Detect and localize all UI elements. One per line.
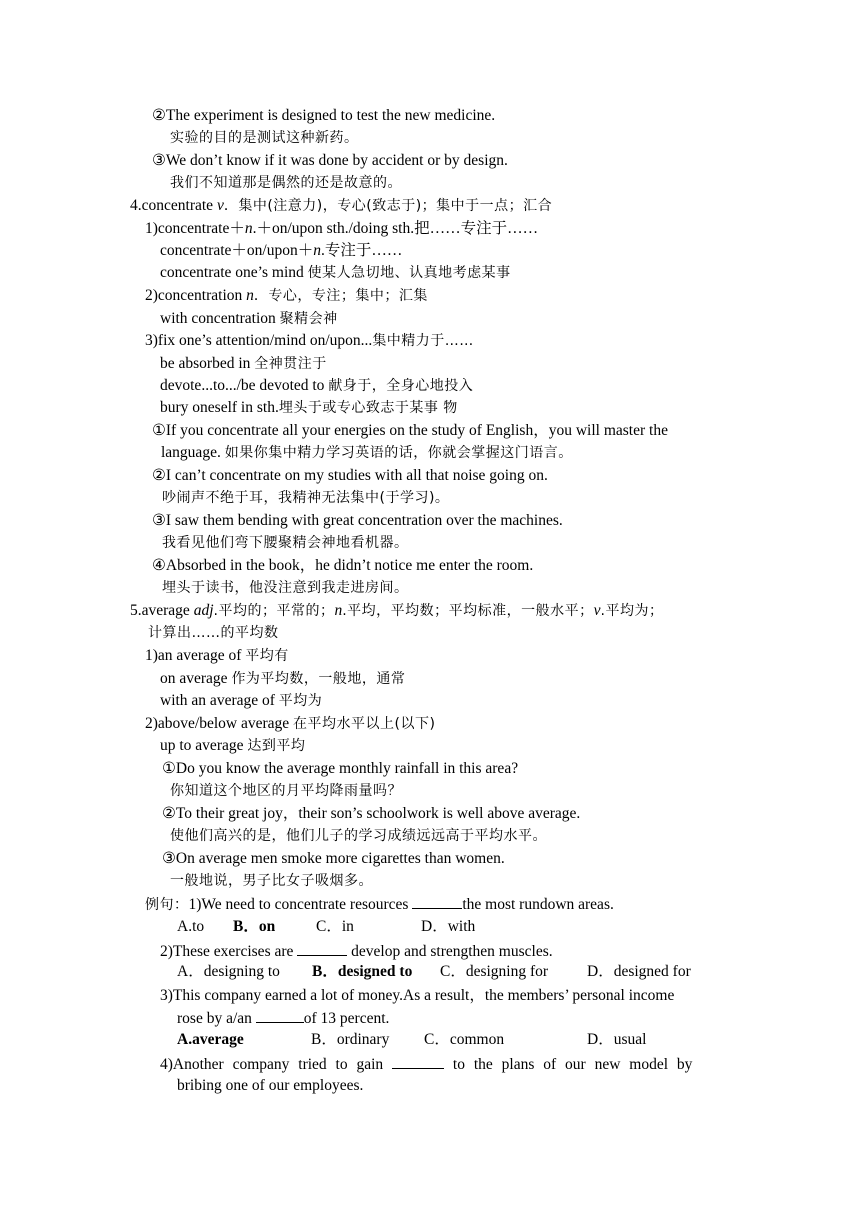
example-sentence: ③On average men smoke more cigarettes than women.	[162, 850, 505, 867]
usage-line	[145, 714, 435, 734]
option-b-answer: B．designed to	[312, 963, 413, 980]
translation: 你知道这个地区的月平均降雨量吗？	[170, 783, 402, 799]
question-text: the most rundown areas.	[462, 896, 614, 913]
usage-text: concentrate＋on/upon＋	[160, 242, 314, 259]
exercise-question-1	[145, 894, 614, 915]
example-sentence: ②The experiment is designed to test the new medicine.	[152, 107, 496, 124]
example-sentence: ②To their great joy，their son’s schoolwork is well above average.	[162, 805, 581, 822]
definition: .平均的；平常的；	[213, 603, 335, 619]
usage-text: .专注于……	[320, 242, 403, 259]
usage-line	[145, 219, 538, 239]
question-text: 2)These exercises are	[160, 943, 298, 960]
question-text: rose by a/an	[177, 1010, 256, 1027]
entry-heading-average	[130, 601, 664, 621]
usage-text: up to average	[160, 737, 248, 754]
usage-text: devote...to.../be devoted to	[160, 377, 329, 394]
pos: v	[593, 602, 601, 619]
pos: n	[244, 220, 253, 237]
usage-text: bury oneself in sth.	[160, 399, 279, 416]
pos: n	[313, 242, 321, 259]
definition-continued: 计算出……的平均数	[148, 625, 279, 641]
usage-line	[160, 691, 322, 711]
entry-heading-concentrate	[130, 196, 552, 216]
usage-text: 3)fix one’s attention/mind on/upon...	[145, 332, 373, 349]
pos: adj	[193, 602, 214, 619]
translation: 我看见他们弯下腰聚精会神地看机器。	[162, 535, 409, 551]
option-a: A．designing to	[177, 963, 280, 980]
headword: 5.average	[130, 602, 194, 619]
usage-line	[160, 669, 405, 689]
usage-meaning: 全神贯注于	[254, 356, 327, 372]
answer-blank[interactable]	[392, 1054, 444, 1069]
usage-line	[145, 646, 289, 666]
usage-meaning: 集中精力于……	[372, 333, 474, 349]
usage-text: .＋on/upon sth./doing sth.把……专注于……	[252, 220, 539, 237]
translation: 如果你集中精力学习英语的话，你就会掌握这门语言。	[224, 445, 573, 461]
usage-text: be absorbed in	[160, 355, 255, 372]
example-sentence: ③I saw them bending with great concentration over the machines.	[152, 512, 563, 529]
usage-meaning: 达到平均	[247, 738, 306, 754]
translation: 埋头于读书，他没注意到我走进房间。	[162, 580, 409, 596]
usage-meaning: 平均有	[245, 648, 289, 664]
options-row	[177, 962, 691, 982]
usage-text: concentrate one’s mind	[160, 264, 308, 281]
usage-text: with concentration	[160, 310, 280, 327]
option-c: C．in	[316, 918, 354, 935]
pos: v	[216, 197, 224, 214]
option-d: D．usual	[587, 1031, 647, 1048]
answer-blank[interactable]	[297, 941, 347, 956]
answer-blank[interactable]	[256, 1008, 304, 1023]
option-c: C．common	[424, 1031, 505, 1048]
usage-text: 1)an average of	[145, 647, 246, 664]
usage-text: language.	[161, 444, 225, 461]
usage-line	[145, 331, 474, 351]
translation: 使他们高兴的是，他们儿子的学习成绩远远高于平均水平。	[170, 828, 547, 844]
options-row	[177, 917, 475, 937]
usage-line	[145, 286, 428, 306]
example-sentence: ④Absorbed in the book，he didn’t notice me enter the room.	[152, 557, 534, 574]
translation: 吵闹声不绝于耳，我精神无法集中(于学习)。	[162, 490, 450, 506]
translation: 实验的目的是测试这种新药。	[170, 130, 359, 146]
option-b-answer: B．on	[233, 918, 276, 935]
exercise-label: 例句：	[145, 897, 189, 913]
exercise-question-4-continued: bribing one of our employees.	[177, 1077, 364, 1094]
answer-blank[interactable]	[412, 894, 462, 909]
usage-meaning: 聚精会神	[279, 311, 338, 327]
example-sentence: ①If you concentrate all your energies on the study of English，you will master the	[152, 422, 668, 439]
usage-text: 2)above/below average	[145, 715, 294, 732]
example-sentence: ②I can’t concentrate on my studies with all that noise going on.	[152, 467, 548, 484]
exercise-question-3: 3)This company earned a lot of money.As a result，the members’ personal income	[160, 987, 675, 1004]
pos: n	[334, 602, 343, 619]
option-b: B．ordinary	[311, 1031, 390, 1048]
option-a: A.to	[177, 918, 205, 935]
example-sentence-continued	[161, 443, 573, 463]
usage-meaning: 献身于，全身心地投入	[328, 378, 474, 394]
headword: 4.concentrate	[130, 197, 217, 214]
exercise-question-3-continued	[177, 1008, 389, 1029]
option-d: D．designed for	[587, 963, 691, 980]
option-d: D．with	[421, 918, 476, 935]
example-sentence: ③We don’t know if it was done by accident or by design.	[152, 152, 508, 169]
usage-line	[160, 736, 305, 756]
usage-text: on average	[160, 670, 232, 687]
usage-meaning: 平均为	[278, 693, 323, 709]
translation: 我们不知道那是偶然的还是故意的。	[170, 175, 402, 191]
usage-meaning: ．专心，专注；集中；汇集	[253, 288, 428, 304]
usage-text: with an average of	[160, 692, 279, 709]
definition: .平均为；	[600, 603, 664, 619]
exercise-question-2	[160, 941, 553, 962]
question-text: 4)Another company tried to gain	[160, 1056, 393, 1073]
usage-line	[160, 398, 458, 418]
usage-meaning: 埋头于或专心致志于某事 物	[278, 400, 458, 416]
question-text: of 13 percent.	[303, 1010, 390, 1027]
usage-text: 2)concentration	[145, 287, 247, 304]
options-row	[177, 1030, 646, 1050]
option-a-answer: A.average	[177, 1031, 244, 1048]
usage-line	[160, 241, 402, 261]
usage-text: 1)concentrate＋	[145, 220, 245, 237]
translation: 一般地说，男子比女子吸烟多。	[170, 873, 373, 889]
exercise-question-4	[160, 1054, 692, 1075]
example-sentence: ①Do you know the average monthly rainfall in this area?	[162, 760, 519, 777]
usage-meaning: 使某人急切地、认真地考虑某事	[307, 265, 511, 281]
pos: n	[246, 287, 254, 304]
usage-line	[160, 354, 327, 374]
question-text: 1)We need to concentrate resources	[188, 896, 413, 913]
option-c: C．designing for	[440, 963, 549, 980]
usage-line	[160, 309, 338, 329]
usage-line	[160, 376, 473, 396]
usage-meaning: 作为平均数，一般地，通常	[231, 671, 406, 687]
definition: .平均，平均数；平均标准，一般水平；	[342, 603, 594, 619]
definition: ．集中(注意力)，专心(致志于)；集中于一点；汇合	[223, 198, 553, 214]
question-text: to the plans of our new model by	[444, 1056, 693, 1073]
usage-line	[160, 263, 511, 283]
usage-meaning: 在平均水平以上(以下)	[293, 716, 436, 732]
question-text: develop and strengthen muscles.	[347, 943, 553, 960]
